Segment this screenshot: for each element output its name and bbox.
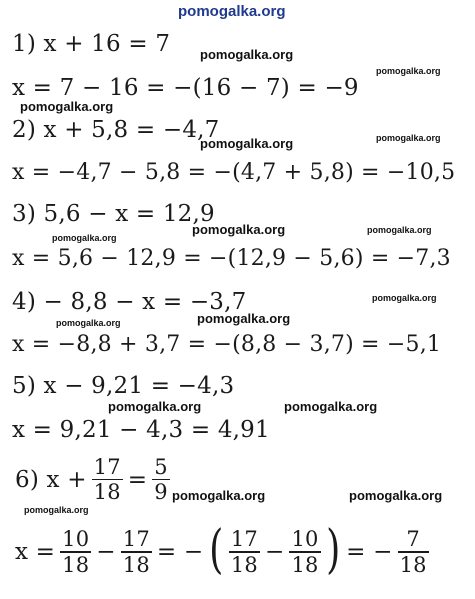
watermark: pomogalka.org bbox=[200, 136, 294, 151]
task-3-solution: x = 5,6 − 12,9 = −(12,9 − 5,6) = −7,3 bbox=[12, 246, 451, 271]
left-paren: ( bbox=[209, 520, 224, 580]
task-2-solution: x = −4,7 − 5,8 = −(4,7 + 5,8) = −10,5 bbox=[12, 160, 456, 185]
fraction-10-18-b: $\frac{10}{18}$ bbox=[291, 527, 319, 577]
watermark: pomogalka.org bbox=[52, 233, 117, 243]
task-5-solution: x = 9,21 − 4,3 = 4,91 bbox=[12, 417, 270, 443]
watermark: pomogalka.org bbox=[200, 47, 294, 62]
fraction-7-18: $\frac{7}{18}$ bbox=[399, 527, 427, 577]
watermark: pomogalka.org bbox=[376, 66, 441, 76]
fraction-17-18: $\frac{17}{18}$ bbox=[93, 455, 121, 505]
task-6-prefix: 6) x + bbox=[15, 466, 87, 493]
watermark: pomogalka.org bbox=[20, 99, 114, 114]
fraction-17-18-b: $\frac{17}{18}$ bbox=[122, 527, 150, 577]
fraction-17-18-c: $\frac{17}{18}$ bbox=[230, 527, 258, 577]
watermark: pomogalka.org bbox=[192, 222, 286, 237]
task-2-equation: 2) x + 5,8 = −4,7 bbox=[12, 117, 220, 143]
watermark: pomogalka.org bbox=[349, 488, 443, 503]
task-4-solution: x = −8,8 + 3,7 = −(8,8 − 3,7) = −5,1 bbox=[12, 332, 442, 357]
task-5-equation: 5) x − 9,21 = −4,3 bbox=[12, 373, 235, 399]
task-1-solution: x = 7 − 16 = −(16 − 7) = −9 bbox=[12, 75, 359, 101]
watermark: pomogalka.org bbox=[24, 505, 89, 515]
fraction-5-9: $\frac{5}{9}$ bbox=[154, 455, 168, 505]
task-4-equation: 4) − 8,8 − x = −3,7 bbox=[12, 289, 247, 315]
watermark: pomogalka.org bbox=[376, 133, 441, 143]
watermark: pomogalka.org bbox=[197, 311, 291, 326]
top-watermark: pomogalka.org bbox=[178, 3, 286, 20]
watermark: pomogalka.org bbox=[56, 318, 121, 328]
task-3-equation: 3) 5,6 − x = 12,9 bbox=[12, 201, 215, 227]
watermark: pomogalka.org bbox=[284, 399, 378, 414]
watermark: pomogalka.org bbox=[367, 225, 432, 235]
task-1-equation: 1) x + 16 = 7 bbox=[12, 31, 171, 57]
watermark: pomogalka.org bbox=[108, 399, 202, 414]
right-paren: ) bbox=[325, 520, 341, 580]
watermark: pomogalka.org bbox=[372, 293, 437, 303]
task-6-solution: x = $\frac{10}{18}$ − $\frac{17}{18}$ = − ( $\frac{17}{18}$ − $\frac{10}{18}$ ) = − $\frac{7}{18}$ bbox=[15, 520, 427, 580]
fraction-10-18: $\frac{10}{18}$ bbox=[62, 527, 90, 577]
watermark: pomogalka.org bbox=[172, 488, 266, 503]
task-6-equation: 6) x + $\frac{17}{18}$ = $\frac{5}{9}$ bbox=[12, 456, 172, 503]
